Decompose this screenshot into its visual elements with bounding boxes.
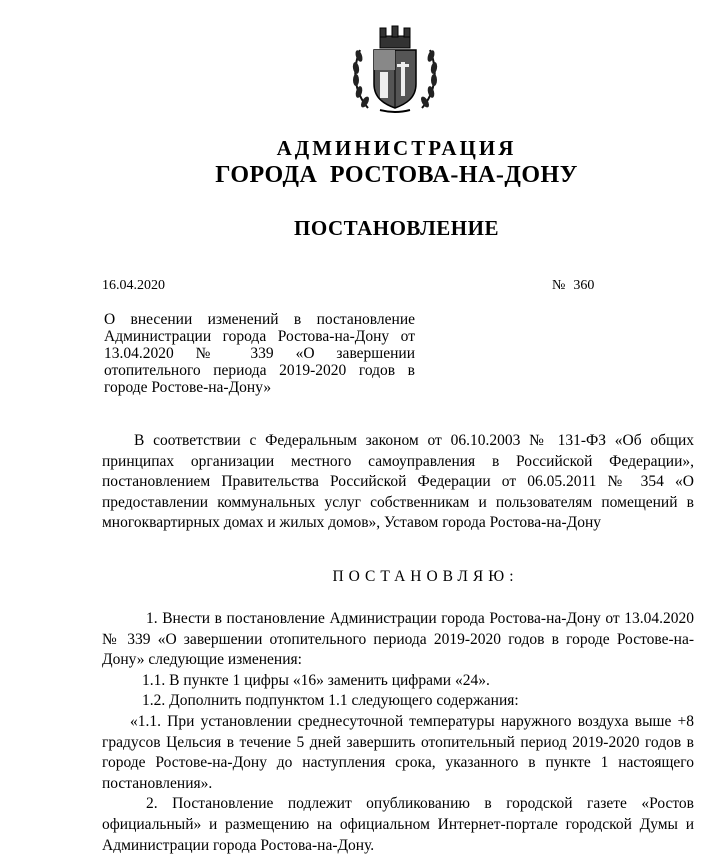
document-subject: О внесении изменений в постановление Администрации города Ростова-на-Дону от 13.04.2020 № 339 «О завершении отопительного периода 2019-2020 годов в городе Ростове-на-Дону» xyxy=(104,311,415,396)
document-number xyxy=(552,278,594,294)
resolve-heading: ПОСТАНОВЛЯЮ: xyxy=(332,568,519,585)
item-1-2: 1.2. Дополнить подпунктом 1.1 следующего содержания: xyxy=(142,692,519,710)
item-1-2-text: «1.1. При установлении среднесуточной температуры наружного воздуха выше +8 градусов Цельсия в течение 5 дней завершить отопительный период 2019-2020 годов в городе Ростове-на-Дону до наступления срока, указанного в пункте 1 настоящего постановления». xyxy=(102,712,694,792)
number-value: 360 xyxy=(573,278,595,293)
resolution-items xyxy=(102,609,694,856)
organization-title-line2: ГОРОДА РОСТОВА-НА-ДОНУ xyxy=(215,162,578,188)
preamble-paragraph xyxy=(102,431,694,534)
preamble-text: В соответствии с Федеральным законом от 06.10.2003 № 131-ФЗ «Об общих принципах организации местного самоуправления в Российской Федерации», постановлением Правительства Российской Федерации от 06.05.2011 № 354 «О предоставлении коммунальных услуг собственникам и пользователям помещений в многоквартирных домах и жилых домов», Уставом города Ростова-на-Дону xyxy=(102,432,694,532)
item-1-1: 1.1. В пункте 1 цифры «16» заменить цифрами «24». xyxy=(142,671,490,689)
organization-title-line1: АДМИНИСТРАЦИЯ xyxy=(276,136,517,160)
document-date: 16.04.2020 xyxy=(102,278,165,293)
coat-of-arms-emblem xyxy=(350,22,440,114)
number-sign: № xyxy=(552,278,566,293)
item-1: 1. Внести в постановление Администрации города Ростова-на-Дону от 13.04.2020 № 339 «О завершении отопительного периода 2019-2020 годов в городе Ростове-на-Дону» следующие изменения: xyxy=(102,610,694,669)
document-type-title: ПОСТАНОВЛЕНИЕ xyxy=(294,216,499,240)
item-2: 2. Постановление подлежит опубликованию в городской газете «Ростов официальный» и размещению на официальном Интернет-портале городской Думы и Администрации города Ростова-на-Дону. xyxy=(102,795,694,854)
